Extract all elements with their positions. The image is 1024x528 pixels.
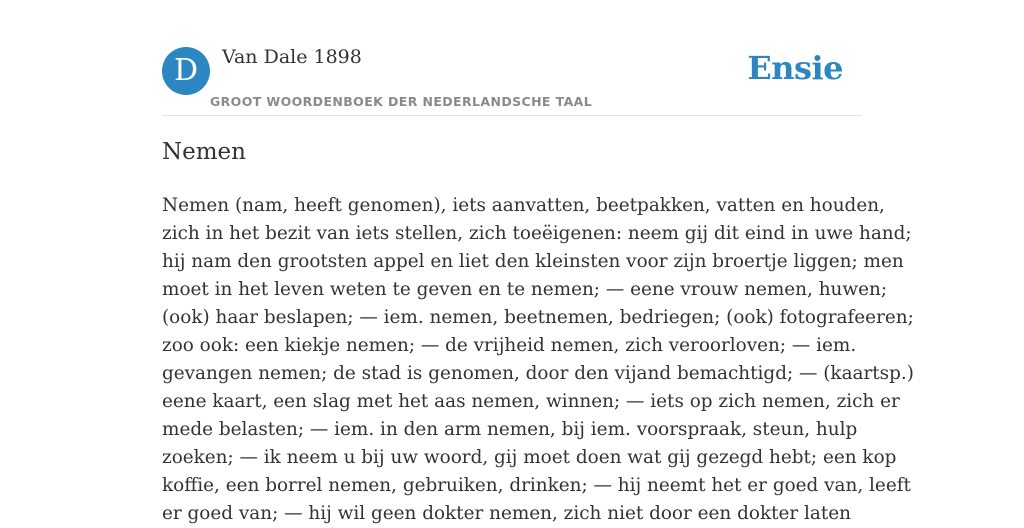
definition-line: (ook) haar beslapen; — iem. nemen, beetnemen, bedriegen; (ook) fotografeeren; bbox=[162, 307, 914, 328]
definition-line: hij nam den grootsten appel en liet den kleinsten voor zijn broertje liggen; men bbox=[162, 251, 904, 272]
dictionary-subtitle: GROOT WOORDENBOEK DER NEDERLANDSCHE TAAL bbox=[210, 94, 593, 109]
definition-line: zoo ook: een kiekje nemen; — de vrijheid nemen, zich veroorloven; — iem. bbox=[162, 335, 857, 356]
dictionary-logo[interactable]: D bbox=[162, 47, 210, 95]
entry-headword: Nemen bbox=[162, 139, 246, 165]
definition-line: koffie, een borrel nemen, gebruiken, drinken; — hij neemt het er goed van, leeft bbox=[162, 475, 911, 496]
dictionary-header bbox=[162, 40, 862, 116]
ensie-logo[interactable]: Ensie bbox=[747, 49, 843, 87]
entry-definition bbox=[162, 192, 914, 528]
definition-line: eene kaart, een slag met het aas nemen, winnen; — iets op zich nemen, zich er bbox=[162, 391, 900, 412]
definition-line: moet in het leven weten te geven en te nemen; — eene vrouw nemen, huwen; bbox=[162, 279, 888, 300]
definition-line: Nemen (nam, heeft genomen), iets aanvatten, beetpakken, vatten en houden, bbox=[162, 195, 885, 216]
definition-line: zich in het bezit van iets stellen, zich toeëigenen: neem gij dit eind in uwe hand; bbox=[162, 223, 912, 244]
definition-line: zoeken; — ik neem u bij uw woord, gij moet doen wat gij gezegd hebt; een kop bbox=[162, 447, 897, 468]
definition-line: er goed van; — hij wil geen dokter nemen, zich niet door een dokter laten bbox=[162, 503, 851, 524]
definition-line: gevangen nemen; de stad is genomen, door den vijand bemachtigd; — (kaartsp.) bbox=[162, 363, 914, 384]
dictionary-title[interactable]: Van Dale 1898 bbox=[222, 46, 362, 68]
definition-line: mede belasten; — iem. in den arm nemen, bij iem. voorspraak, steun, hulp bbox=[162, 419, 858, 440]
